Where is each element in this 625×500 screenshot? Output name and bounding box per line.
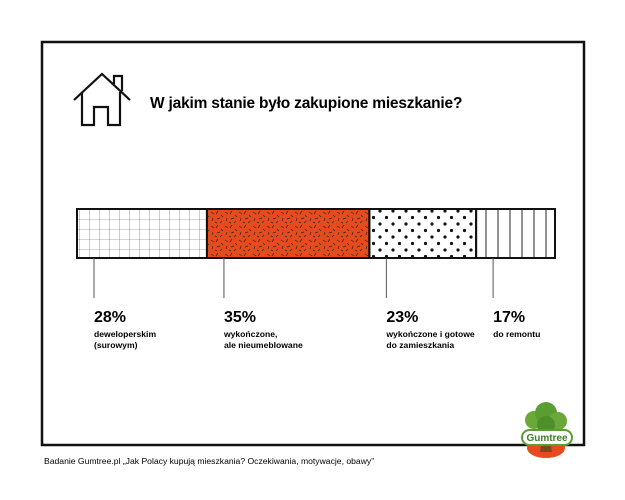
source-note: Badanie Gumtree.pl „Jak Polacy kupują mieszkania? Oczekiwania, motywacje, obawy” [44, 456, 375, 466]
segment-label-4-line-1: do remontu [493, 329, 541, 339]
chart-title: W jakim stanie było zakupione mieszkanie? [150, 95, 463, 112]
gumtree-logo [522, 402, 572, 458]
stacked-bar [77, 209, 555, 258]
segment-label-1-line-1: deweloperskim [94, 329, 157, 339]
bar-segment-2 [207, 209, 369, 258]
segment-label-3-line-1: wykończone i gotowe [386, 329, 475, 339]
segment-label-2-line-1: wykończone, [223, 329, 278, 339]
segment-label-1-line-2: (surowym) [94, 340, 138, 350]
segment-label-3-line-2: do zamieszkania [386, 340, 455, 350]
segment-labels [94, 258, 540, 350]
segment-value-3: 23% [386, 309, 419, 326]
segment-label-2-line-2: ale nieumeblowane [223, 340, 303, 350]
bar-segment-4 [476, 209, 555, 258]
bar-segment-3 [369, 209, 476, 258]
bar-segment-1 [77, 209, 207, 258]
logo-wordmark: Gumtree [526, 433, 568, 444]
segment-value-2: 35% [223, 309, 256, 326]
segment-value-1: 28% [94, 309, 127, 326]
house-icon [74, 74, 130, 125]
segment-value-4: 17% [493, 309, 526, 326]
